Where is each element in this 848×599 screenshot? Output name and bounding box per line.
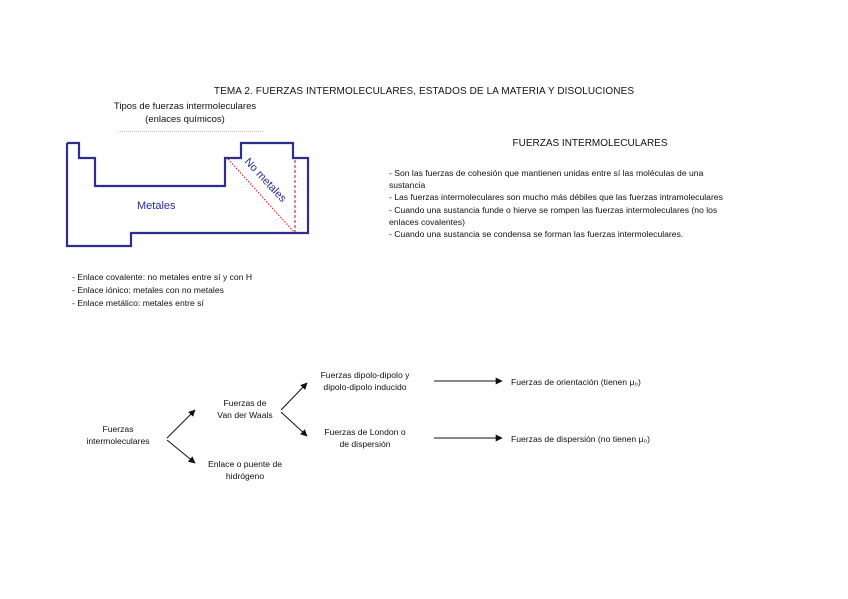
description-line: - Las fuerzas intermoleculares son mucho más débiles que las fuerzas intramoleculares bbox=[389, 192, 723, 203]
node-orientation: Fuerzas de orientación (tienen μ₀) bbox=[511, 377, 641, 387]
node-dipole-line1: Fuerzas dipolo-dipolo y bbox=[320, 370, 410, 380]
types-title-line1: Tipos de fuerzas intermoleculares bbox=[113, 101, 257, 112]
node-hbond-line1: Enlace o puente de bbox=[207, 459, 283, 469]
bond-type-metallic: - Enlace metálico: metales entre sí bbox=[72, 297, 204, 308]
node-root-line2: intermoleculares bbox=[86, 436, 150, 446]
node-vdw-line1: Fuerzas de bbox=[223, 398, 267, 408]
description-line: - Son las fuerzas de cohesión que mantienen unidas entre sí las moléculas de una bbox=[389, 168, 704, 178]
node-london-line1: Fuerzas de London o bbox=[324, 427, 406, 437]
description-line: - Cuando una sustancia se condensa se forman las fuerzas intermoleculares. bbox=[389, 229, 684, 240]
description-line: sustancia bbox=[389, 180, 426, 191]
node-london-line2: de dispersión bbox=[339, 439, 391, 449]
node-dipole-line2: dipolo-dipolo inducido bbox=[323, 382, 407, 392]
bond-type-covalent: - Enlace covalente: no metales entre sí y con H bbox=[72, 272, 253, 282]
node-root-line1: Fuerzas bbox=[102, 424, 134, 434]
arrow-vdw-to-dipole bbox=[281, 383, 307, 410]
node-dispersion: Fuerzas de dispersión (no tienen μ₀) bbox=[511, 434, 650, 444]
arrow-root-to-vdw bbox=[167, 410, 195, 438]
node-vdw-line2: Van der Waals bbox=[217, 410, 273, 420]
bond-type-ionic: - Enlace iónico: metales con no metales bbox=[72, 284, 224, 295]
types-title-line2: (enlaces químicos) bbox=[145, 114, 225, 125]
node-hbond-line2: hidrógeno bbox=[225, 471, 265, 481]
description-line: - Cuando una sustancia funde o hierve se rompen las fuerzas intermoleculares (no los bbox=[389, 204, 718, 215]
section-title: FUERZAS INTERMOLECULARES bbox=[512, 138, 668, 149]
nonmetals-label: No metales bbox=[241, 155, 289, 205]
arrow-vdw-to-london bbox=[281, 412, 307, 436]
description-line: enlaces covalentes) bbox=[389, 216, 465, 227]
arrow-root-to-hbond bbox=[167, 440, 195, 463]
page-title: TEMA 2. FUERZAS INTERMOLECULARES, ESTADOS DE LA MATERIA Y DISOLUCIONES bbox=[213, 86, 635, 97]
metals-label: Metales bbox=[137, 200, 176, 212]
